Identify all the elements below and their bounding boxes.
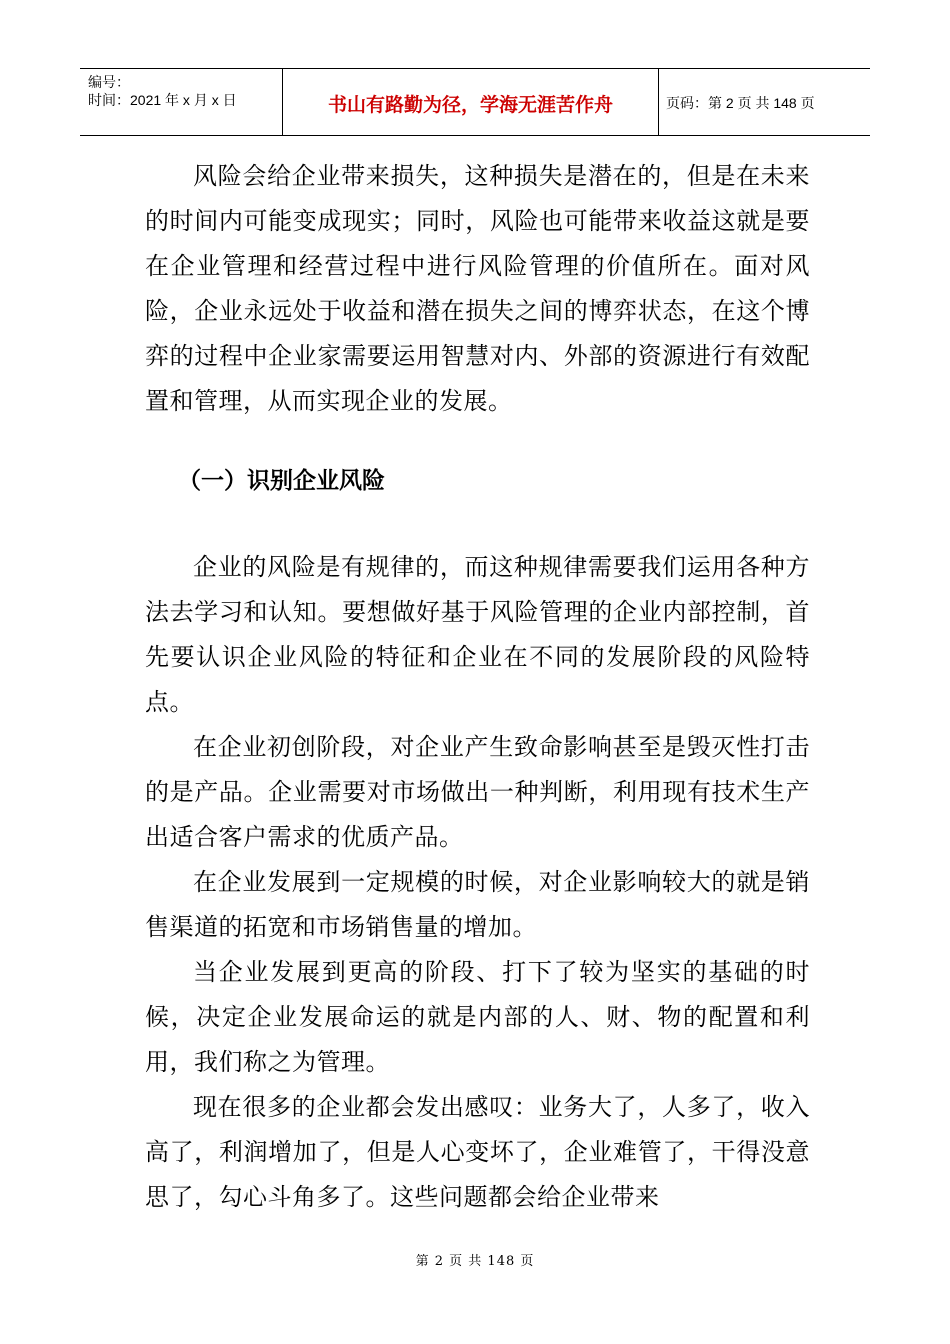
- header-divider: [658, 69, 659, 135]
- header-meta: [88, 73, 237, 109]
- paragraph: 在企业初创阶段，对企业产生致命影响甚至是毁灭性打击的是产品。企业需要对市场做出一种判断，利用现有技术生产出适合客户需求的优质产品。: [145, 733, 810, 851]
- header-table: [80, 68, 870, 136]
- body-section-bottom: [145, 545, 810, 1220]
- paragraph: 风险会给企业带来损失，这种损失是潜在的，但是在未来的时间内可能变成现实；同时，风险也可能带来收益这就是要在企业管理和经营过程中进行风险管理的价值所在。面对风险，企业永远处于收益和潜在损失之间的博弈状态，在这个博弈的过程中企业家需要运用智慧对内、外部的资源进行有效配置和管理，从而实现企业的发展。: [145, 162, 810, 415]
- header-motto: 书山有路勤为径，学海无涯苦作舟: [327, 93, 613, 116]
- paragraph: 现在很多的企业都会发出感叹：业务大了，人多了，收入高了，利润增加了，但是人心变坏了，企业难管了，干得没意思了，勾心斗角多了。这些问题都会给企业带来: [145, 1093, 810, 1211]
- section-heading: （一）识别企业风险: [178, 468, 385, 494]
- body-section-top: [145, 154, 810, 424]
- header-page-info: 页码：第 2 页 共 148 页: [666, 95, 815, 111]
- page-footer: 第 2 页 共 148 页: [415, 1254, 535, 1269]
- paragraph: 企业的风险是有规律的，而这种规律需要我们运用各种方法去学习和认知。要想做好基于风险管理的企业内部控制，首先要认识企业风险的特征和企业在不同的发展阶段的风险特点。: [145, 553, 810, 716]
- paragraph: 在企业发展到一定规模的时候，对企业影响较大的就是销售渠道的拓宽和市场销售量的增加。: [145, 868, 810, 941]
- paragraph: 当企业发展到更高的阶段、打下了较为坚实的基础的时候，决定企业发展命运的就是内部的人、财、物的配置和利用，我们称之为管理。: [145, 958, 810, 1076]
- document-number-label: 编号：: [88, 74, 130, 90]
- document-time-label: 时间：2021 年 x 月 x 日: [88, 92, 237, 108]
